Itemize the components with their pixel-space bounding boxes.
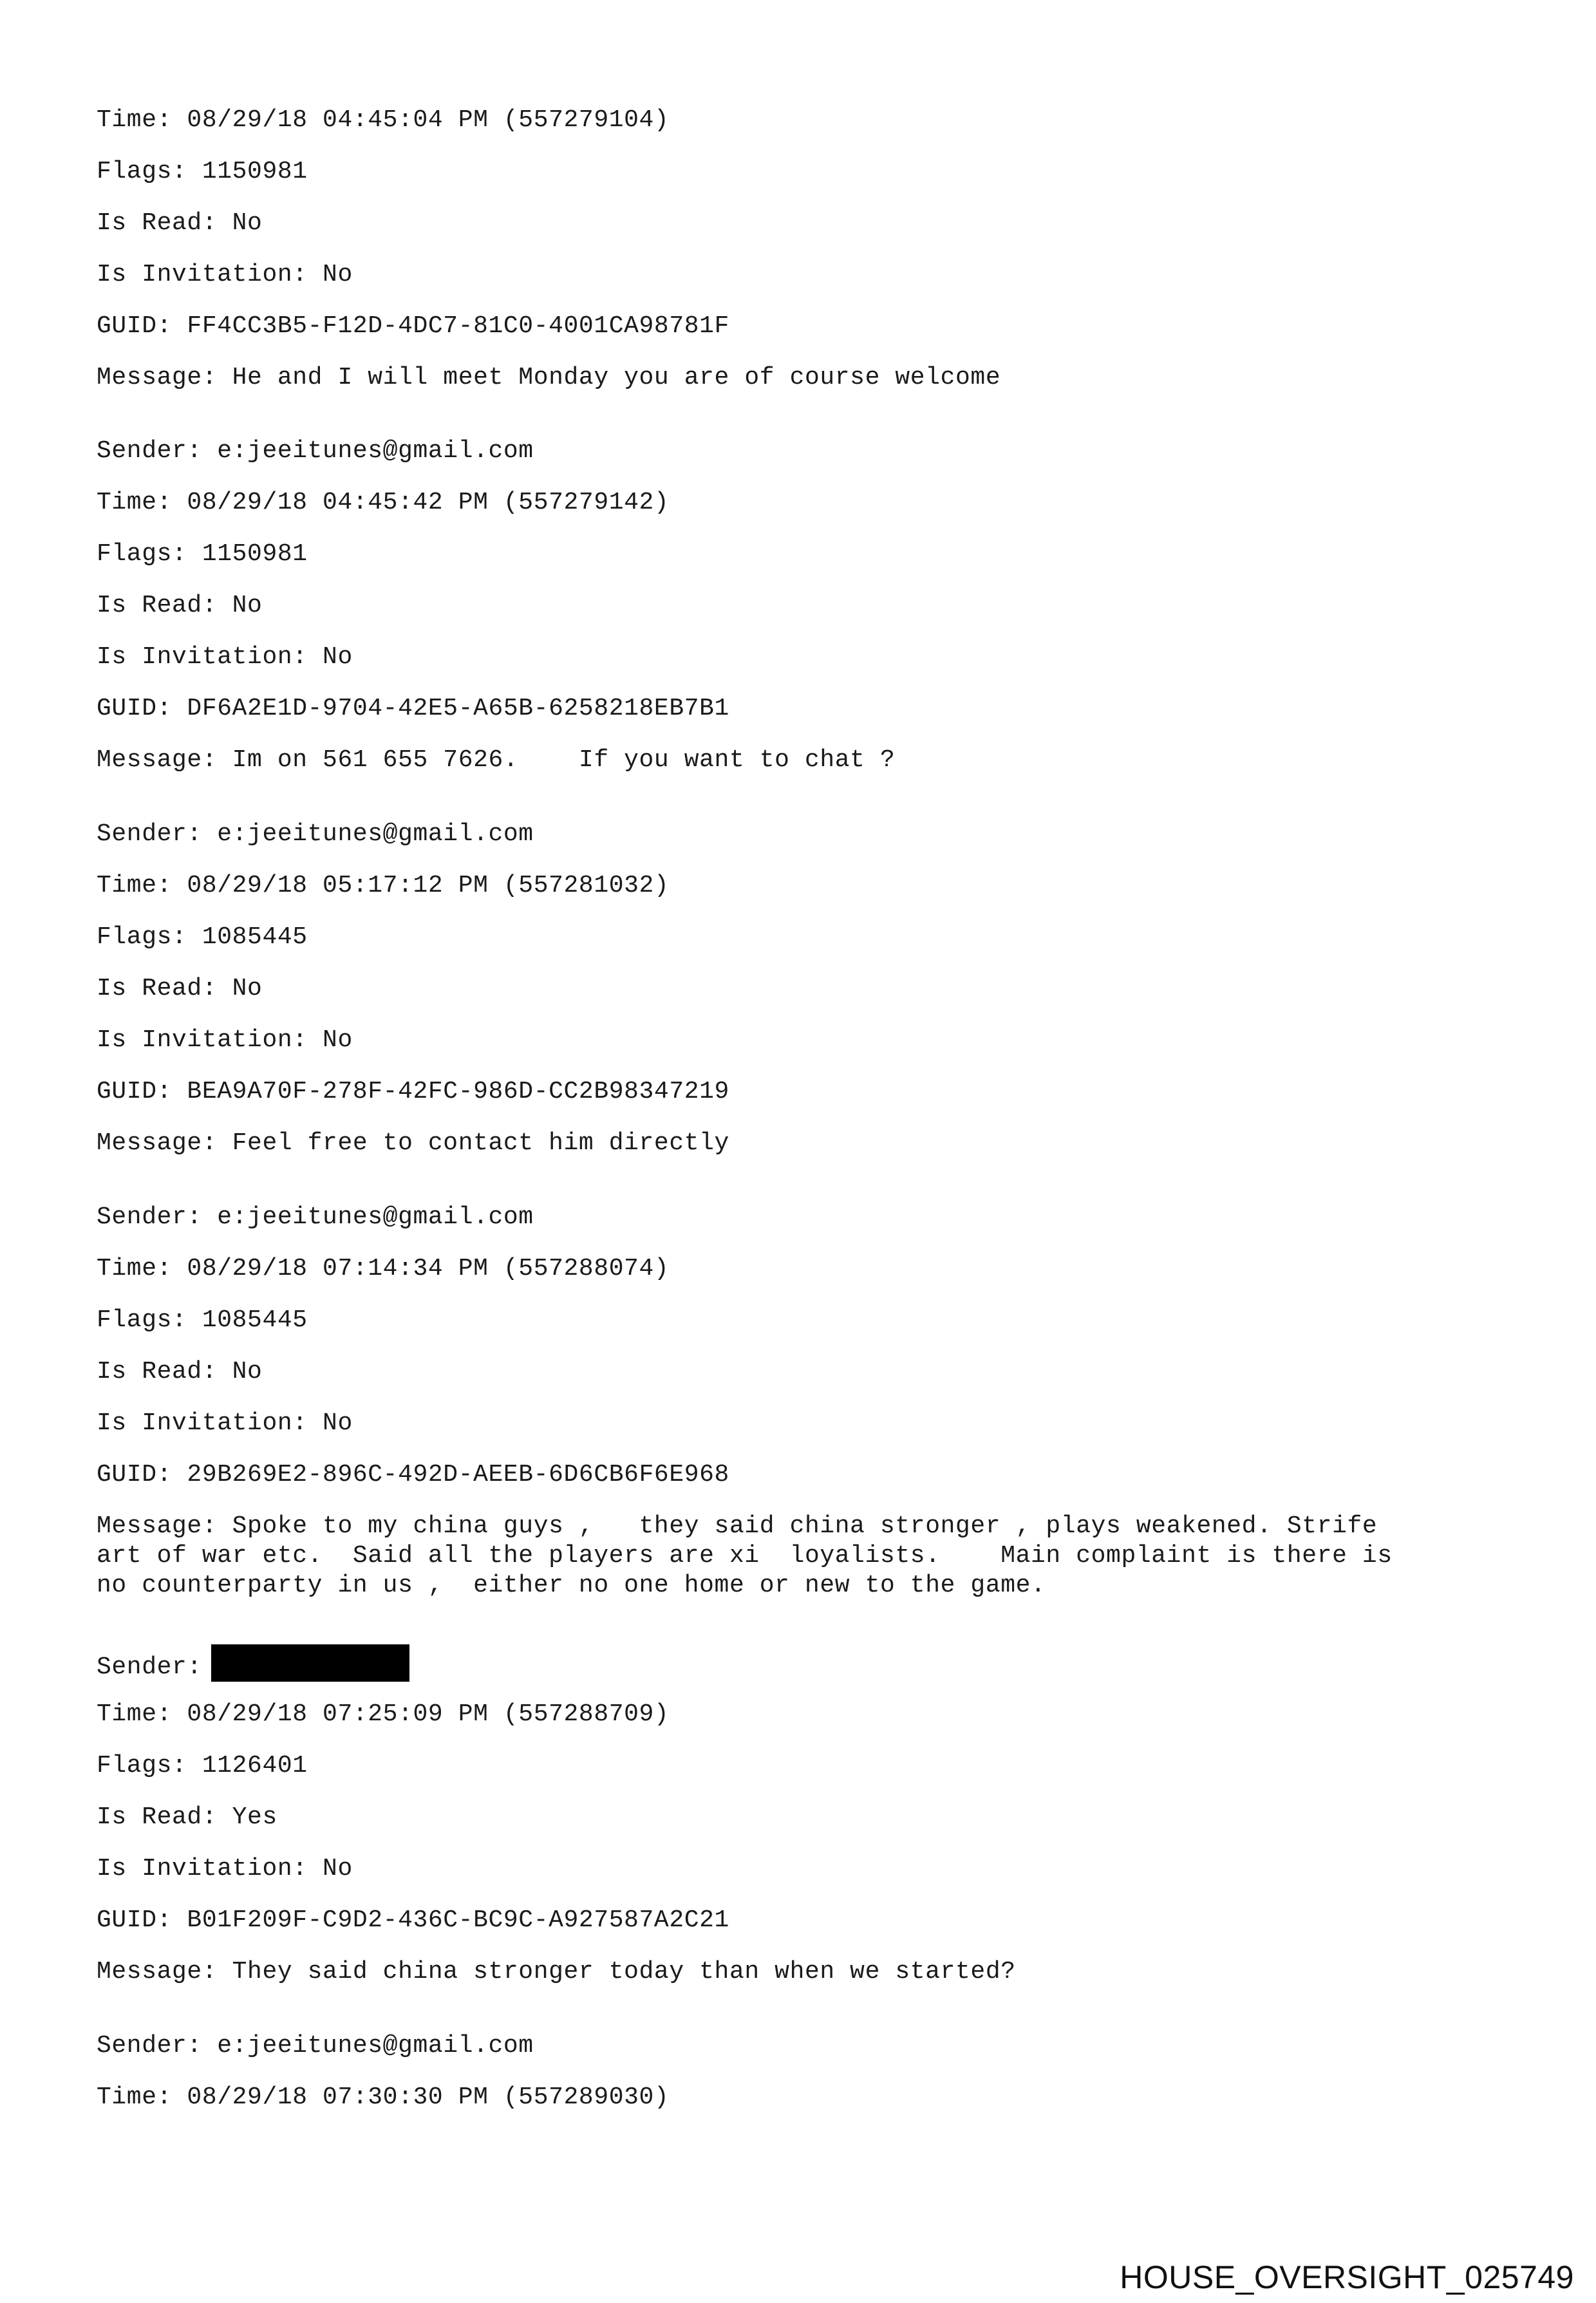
entry-time: Time: 08/29/18 07:25:09 PM (557288709)	[97, 1700, 670, 1728]
entry-guid: GUID: DF6A2E1D-9704-42E5-A65B-6258218EB7B1	[97, 695, 729, 722]
entry-is-read: Is Read: No	[97, 1358, 263, 1386]
entry-message-line: Message: Spoke to my china guys , they said china stronger , plays weakened. Strife	[97, 1512, 1378, 1540]
entry-sender: Sender: e:jeeitunes@gmail.com	[97, 437, 534, 465]
redaction-box	[211, 1644, 409, 1682]
entry-flags: Flags: 1150981	[97, 540, 308, 568]
entry-is-read: Is Read: No	[97, 975, 263, 1002]
entry-is-invitation: Is Invitation: No	[97, 1855, 353, 1883]
entry-time: Time: 08/29/18 04:45:04 PM (557279104)	[97, 106, 670, 134]
entry-is-invitation: Is Invitation: No	[97, 1026, 353, 1054]
entry-guid: GUID: 29B269E2-896C-492D-AEEB-6D6CB6F6E968	[97, 1461, 729, 1489]
entry-is-invitation: Is Invitation: No	[97, 261, 353, 288]
entry-is-read: Is Read: No	[97, 209, 263, 237]
bates-number: HOUSE_OVERSIGHT_025749	[1120, 2259, 1574, 2295]
entry-sender: Sender: e:jeeitunes@gmail.com	[97, 2032, 534, 2060]
entry-flags: Flags: 1085445	[97, 923, 308, 951]
entry-message: Message: They said china stronger today than when we started?	[97, 1958, 1016, 1986]
sender-label: Sender:	[97, 1653, 202, 1682]
entry-flags: Flags: 1150981	[97, 158, 308, 185]
entry-message-line: no counterparty in us , either no one home or new to the game.	[97, 1572, 1046, 1599]
entry-message: Message: He and I will meet Monday you are of course welcome	[97, 364, 1001, 391]
entry-message: Message: Im on 561 655 7626. If you want to chat ?	[97, 746, 896, 774]
entry-message: Message: Feel free to contact him directly	[97, 1129, 729, 1157]
entry-flags: Flags: 1126401	[97, 1752, 308, 1780]
entry-guid: GUID: B01F209F-C9D2-436C-BC9C-A927587A2C21	[97, 1906, 729, 1934]
entry-time: Time: 08/29/18 07:30:30 PM (557289030)	[97, 2083, 670, 2111]
entry-time: Time: 08/29/18 05:17:12 PM (557281032)	[97, 872, 670, 899]
entry-sender: Sender: e:jeeitunes@gmail.com	[97, 820, 534, 848]
entry-flags: Flags: 1085445	[97, 1306, 308, 1334]
entry-is-read: Is Read: No	[97, 592, 263, 619]
entry-guid: GUID: FF4CC3B5-F12D-4DC7-81C0-4001CA98781F	[97, 312, 729, 340]
entry-message-line: art of war etc. Said all the players are xi loyalists. Main complaint is there is	[97, 1542, 1393, 1570]
entry-is-invitation: Is Invitation: No	[97, 643, 353, 671]
entry-is-invitation: Is Invitation: No	[97, 1409, 353, 1437]
entry-guid: GUID: BEA9A70F-278F-42FC-986D-CC2B98347219	[97, 1078, 729, 1105]
entry-is-read: Is Read: Yes	[97, 1803, 277, 1831]
entry-sender	[97, 1648, 409, 1686]
entry-time: Time: 08/29/18 07:14:34 PM (557288074)	[97, 1255, 670, 1283]
entry-sender: Sender: e:jeeitunes@gmail.com	[97, 1203, 534, 1231]
entry-time: Time: 08/29/18 04:45:42 PM (557279142)	[97, 489, 670, 516]
